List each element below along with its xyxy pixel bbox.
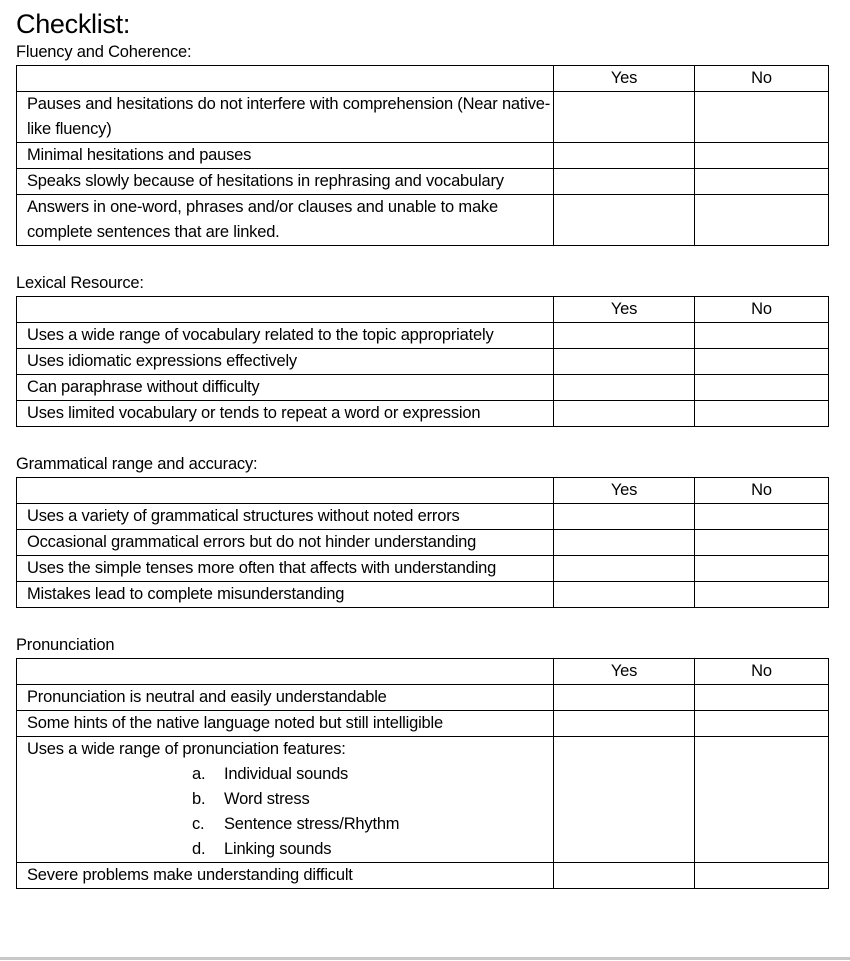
yes-cell[interactable] — [554, 195, 695, 246]
table-row — [17, 323, 829, 349]
criterion-cell: Uses the simple tenses more often that affects with understanding — [17, 556, 554, 582]
header-criterion — [17, 659, 554, 685]
yes-cell[interactable] — [554, 349, 695, 375]
no-cell[interactable] — [695, 401, 829, 427]
yes-cell[interactable] — [554, 863, 695, 889]
criterion-text: Uses a wide range of pronunciation features: — [27, 740, 346, 758]
no-cell[interactable] — [695, 582, 829, 608]
criterion-cell: Pronunciation is neutral and easily understandable — [17, 685, 554, 711]
table-row — [17, 401, 829, 427]
yes-cell[interactable] — [554, 504, 695, 530]
table-header-row — [17, 659, 829, 685]
yes-cell[interactable] — [554, 143, 695, 169]
no-cell[interactable] — [695, 195, 829, 246]
criterion-cell: Pauses and hesitations do not interfere with comprehension (Near native-like fluency) — [17, 92, 554, 143]
table-row — [17, 92, 829, 143]
list-marker: d. — [192, 840, 206, 858]
no-cell[interactable] — [695, 92, 829, 143]
header-yes: Yes — [554, 659, 695, 685]
no-cell[interactable] — [695, 169, 829, 195]
criterion-cell: Occasional grammatical errors but do not hinder understanding — [17, 530, 554, 556]
no-cell[interactable] — [695, 685, 829, 711]
list-marker: a. — [192, 765, 206, 783]
table-row — [17, 556, 829, 582]
header-no: No — [695, 478, 829, 504]
yes-cell[interactable] — [554, 169, 695, 195]
table-row — [17, 375, 829, 401]
table-row — [17, 143, 829, 169]
table-row — [17, 349, 829, 375]
pronunciation-features-list — [27, 762, 553, 862]
no-cell[interactable] — [695, 863, 829, 889]
no-cell[interactable] — [695, 556, 829, 582]
header-criterion — [17, 66, 554, 92]
yes-cell[interactable] — [554, 530, 695, 556]
criterion-cell: Minimal hesitations and pauses — [17, 143, 554, 169]
table-row — [17, 711, 829, 737]
header-criterion — [17, 478, 554, 504]
section-heading-lexical: Lexical Resource: — [16, 274, 144, 292]
list-item-text: Linking sounds — [224, 840, 332, 858]
table-row — [17, 863, 829, 889]
criterion-cell: Can paraphrase without difficulty — [17, 375, 554, 401]
yes-cell[interactable] — [554, 685, 695, 711]
yes-cell[interactable] — [554, 582, 695, 608]
header-no: No — [695, 659, 829, 685]
yes-cell[interactable] — [554, 323, 695, 349]
yes-cell[interactable] — [554, 556, 695, 582]
no-cell[interactable] — [695, 530, 829, 556]
checklist-table-fluency — [16, 65, 829, 246]
no-cell[interactable] — [695, 711, 829, 737]
criterion-cell: Speaks slowly because of hesitations in rephrasing and vocabulary — [17, 169, 554, 195]
yes-cell[interactable] — [554, 737, 695, 863]
table-row — [17, 169, 829, 195]
checklist-table-lexical — [16, 296, 829, 427]
table-header-row — [17, 66, 829, 92]
list-item-text: Sentence stress/Rhythm — [224, 815, 400, 833]
criterion-cell: Answers in one-word, phrases and/or clauses and unable to make complete sentences that are linked. — [17, 195, 554, 246]
section-spacer — [16, 246, 828, 273]
section-spacer — [16, 427, 828, 454]
checklist-table-pronunciation — [16, 658, 829, 889]
table-row — [17, 195, 829, 246]
table-row — [17, 737, 829, 863]
header-yes: Yes — [554, 478, 695, 504]
no-cell[interactable] — [695, 504, 829, 530]
section-heading-pronunciation: Pronunciation — [16, 636, 115, 654]
page-bottom-divider — [0, 957, 850, 960]
yes-cell[interactable] — [554, 711, 695, 737]
criterion-cell: Uses idiomatic expressions effectively — [17, 349, 554, 375]
list-marker: c. — [192, 815, 205, 833]
document-page — [16, 0, 828, 889]
table-header-row — [17, 478, 829, 504]
header-criterion — [17, 297, 554, 323]
no-cell[interactable] — [695, 375, 829, 401]
header-no: No — [695, 297, 829, 323]
section-spacer — [16, 608, 828, 635]
table-row — [17, 685, 829, 711]
yes-cell[interactable] — [554, 92, 695, 143]
list-item — [27, 837, 553, 862]
no-cell[interactable] — [695, 349, 829, 375]
list-marker: b. — [192, 790, 206, 808]
criterion-cell: Uses limited vocabulary or tends to repeat a word or expression — [17, 401, 554, 427]
list-item-text: Individual sounds — [224, 765, 349, 783]
header-yes: Yes — [554, 297, 695, 323]
list-item-text: Word stress — [224, 790, 310, 808]
no-cell[interactable] — [695, 737, 829, 863]
list-item — [27, 812, 553, 837]
list-item — [27, 762, 553, 787]
criterion-cell: Uses a wide range of vocabulary related to the topic appropriately — [17, 323, 554, 349]
checklist-table-grammar — [16, 477, 829, 608]
header-yes: Yes — [554, 66, 695, 92]
table-row — [17, 530, 829, 556]
criterion-cell: Some hints of the native language noted but still intelligible — [17, 711, 554, 737]
yes-cell[interactable] — [554, 401, 695, 427]
section-heading-fluency: Fluency and Coherence: — [16, 43, 192, 61]
criterion-cell: Uses a variety of grammatical structures without noted errors — [17, 504, 554, 530]
table-row — [17, 504, 829, 530]
section-heading-grammar: Grammatical range and accuracy: — [16, 455, 258, 473]
criterion-cell-with-list — [17, 737, 554, 863]
table-row — [17, 582, 829, 608]
table-header-row — [17, 297, 829, 323]
list-item — [27, 787, 553, 812]
yes-cell[interactable] — [554, 375, 695, 401]
no-cell[interactable] — [695, 323, 829, 349]
header-no: No — [695, 66, 829, 92]
page-title: Checklist: — [16, 9, 131, 39]
no-cell[interactable] — [695, 143, 829, 169]
criterion-cell: Mistakes lead to complete misunderstanding — [17, 582, 554, 608]
criterion-cell: Severe problems make understanding difficult — [17, 863, 554, 889]
